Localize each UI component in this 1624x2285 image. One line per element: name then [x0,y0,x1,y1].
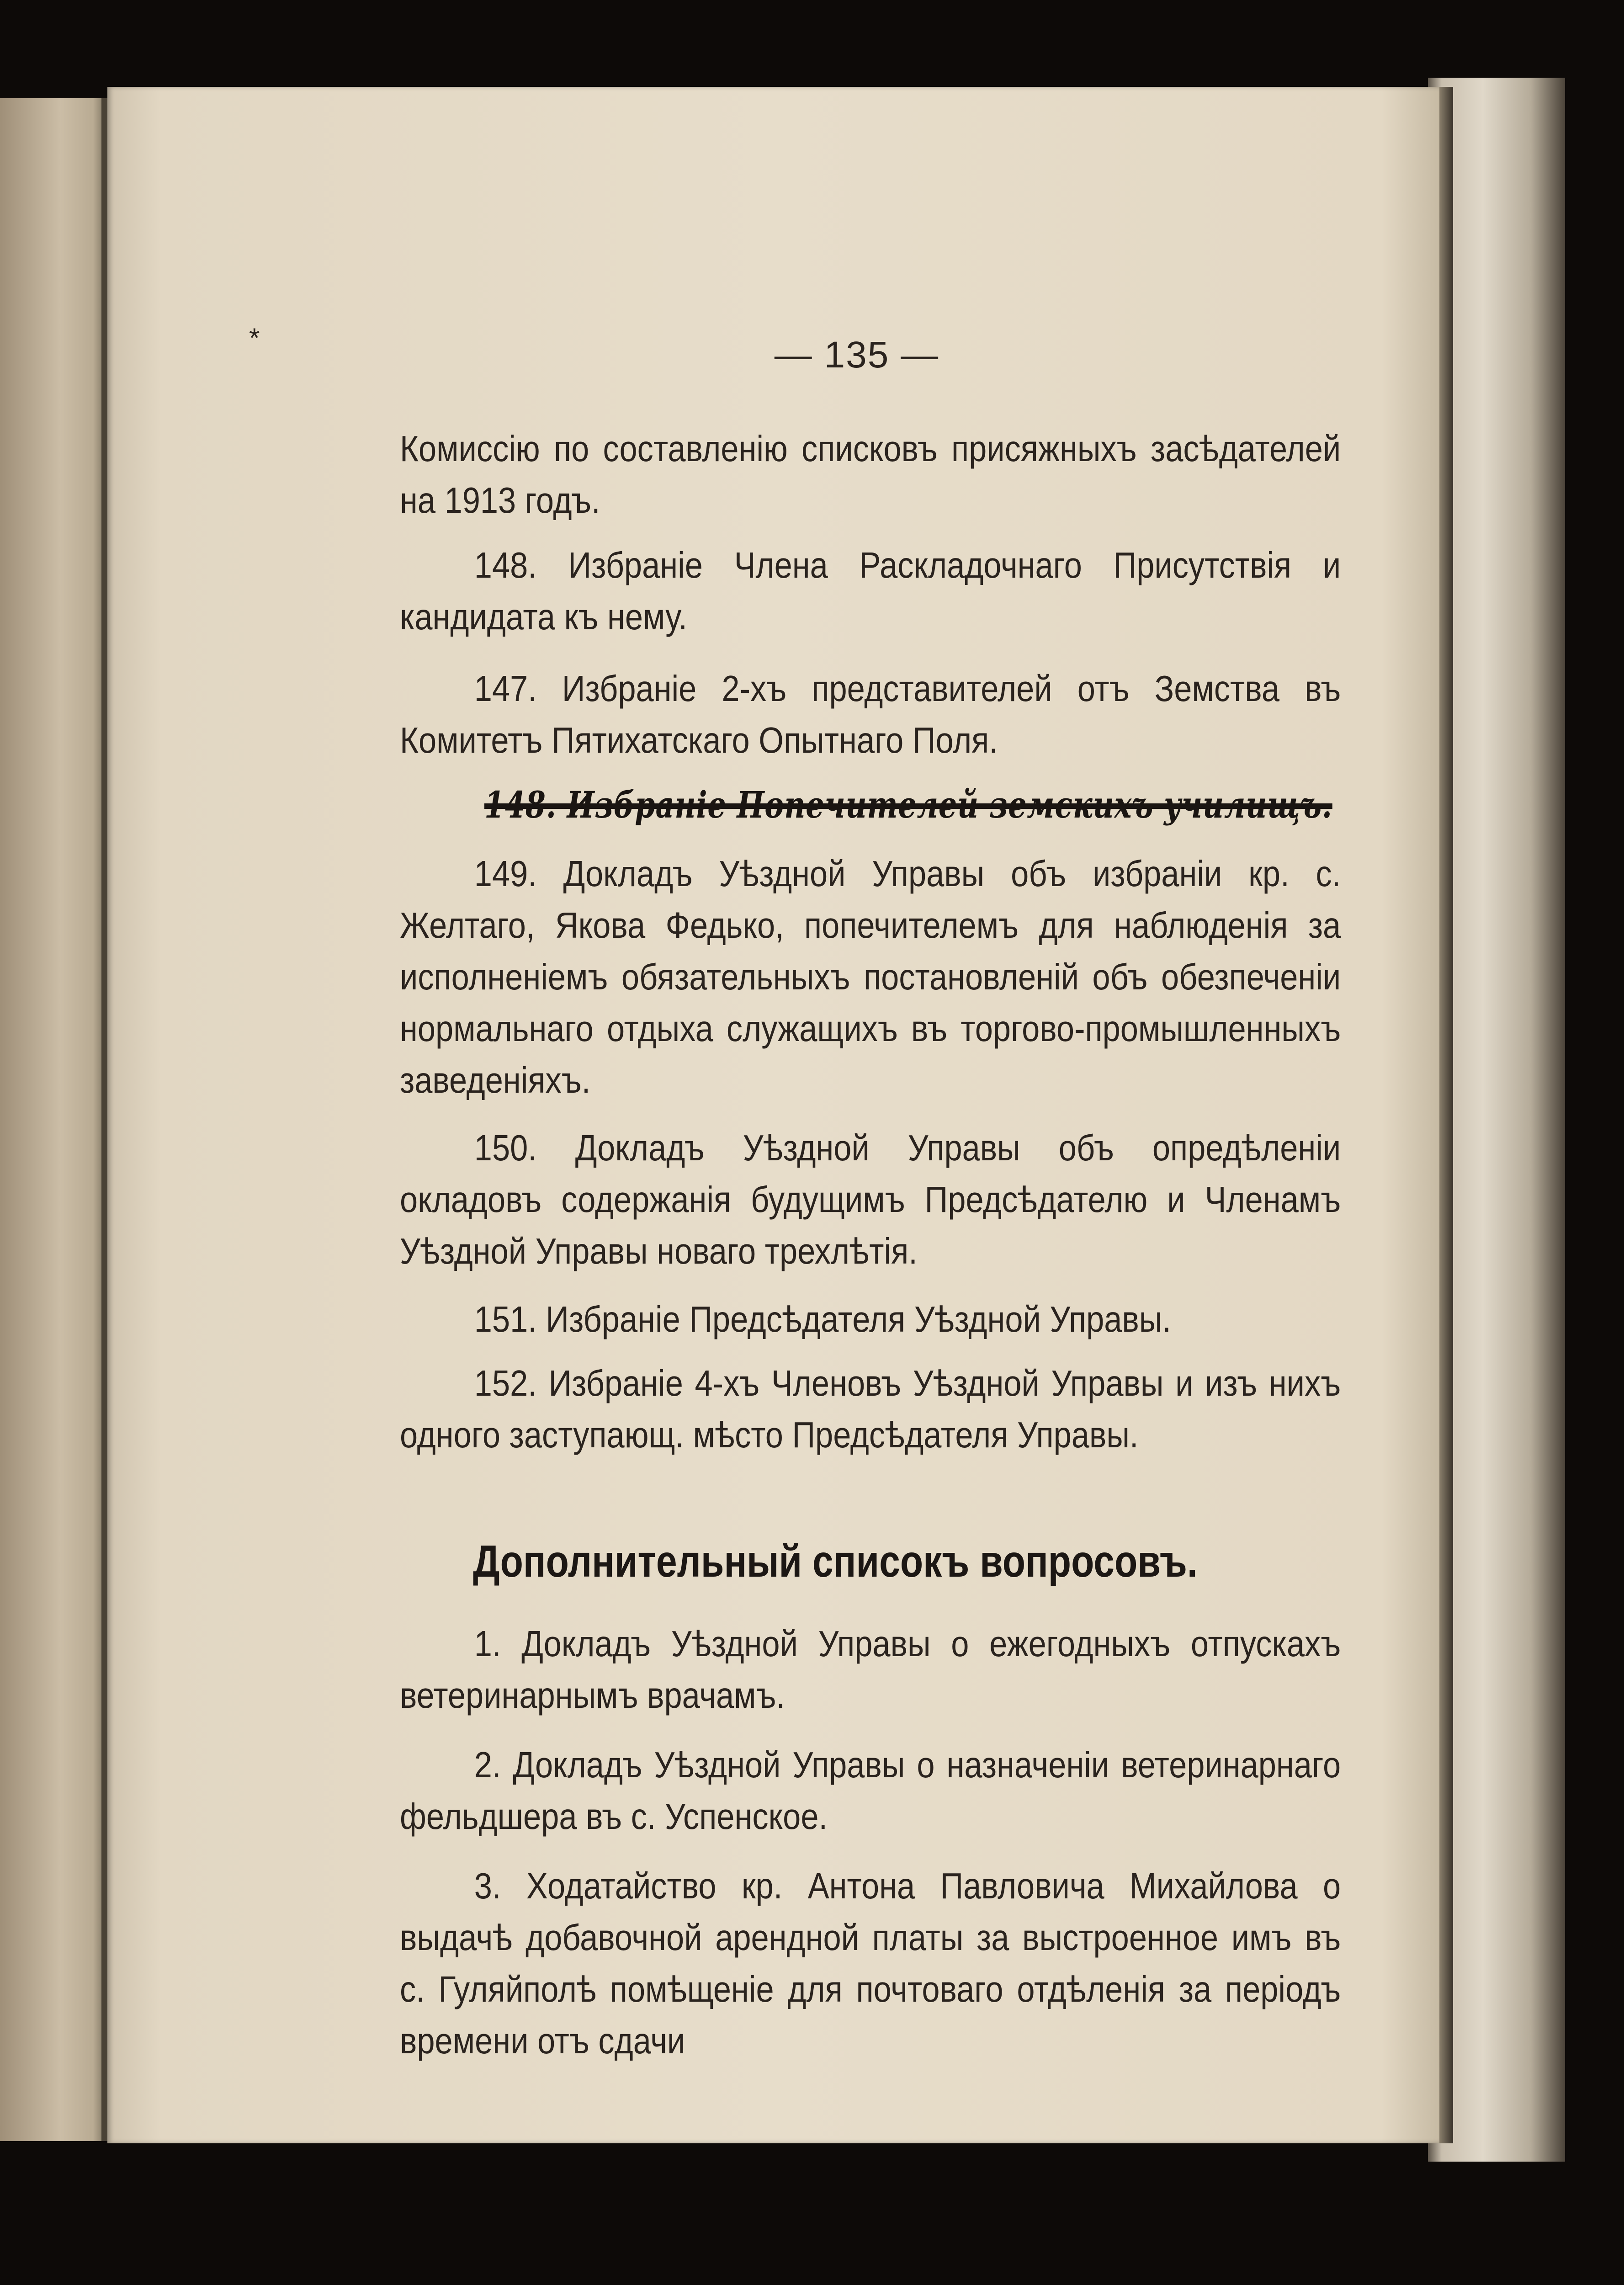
item-struck-through [484,779,1369,831]
item-147: 147. Избраніе 2-хъ представителей отъ Земства въ Комитетъ Пятихатскаго Опытнаго Поля. [400,668,1341,760]
item-148: 148. Избраніе Члена Раскладочнаго Присутствія и кандидата къ нему. [400,545,1341,637]
left-page-edge [0,98,110,2141]
margin-mark: * [249,323,260,353]
page-number: — 135 — [774,334,939,376]
item-149: 149. Докладъ Уѣздной Управы объ избраніи кр. с. Желтаго, Якова Федько, попечителемъ для наблюденія за исполненіемъ обязательныхъ постановленій объ обезпеченіи нормальнаго отдыха служащихъ въ торгово-промышленныхъ заведеніяхъ. [400,853,1341,1100]
additional-item-3: 3. Ходатайство кр. Антона Павловича Михайлова о выдачѣ добавочной арендной платы за выстроенное имъ въ с. Гуляйполѣ помѣщеніе для почтоваго отдѣленія за періодъ времени отъ сдачи [400,1865,1341,2061]
item-151: 151. Избраніе Предсѣдателя Уѣздной Управы. [474,1299,1171,1339]
page-right-shadow [1439,87,1453,2143]
paragraph-continuation: Комиссію по составленію списковъ присяжныхъ засѣдателей на 1913 годъ. [400,428,1341,521]
additional-item-1: 1. Докладъ Уѣздной Управы о ежегодныхъ отпускахъ ветеринарнымъ врачамъ. [400,1623,1341,1716]
section-heading: Дополнительный списокъ вопросовъ. [473,1536,1198,1586]
additional-item-2: 2. Докладъ Уѣздной Управы о назначеніи ветеринарнаго фельдшера въ с. Успенское. [400,1744,1341,1837]
item-150: 150. Докладъ Уѣздной Управы объ опредѣленіи окладовъ содержанія будущимъ Предсѣдателю и Членамъ Уѣздной Управы новаго трехлѣтія. [400,1127,1341,1271]
item-152: 152. Избраніе 4-хъ Членовъ Уѣздной Управы и изъ нихъ одного заступающ. мѣсто Предсѣдателя Управы. [400,1363,1341,1455]
struck-text: 148. Избраніе Попечителей земскихъ училищъ. [484,783,1332,826]
book-page [107,87,1449,2143]
